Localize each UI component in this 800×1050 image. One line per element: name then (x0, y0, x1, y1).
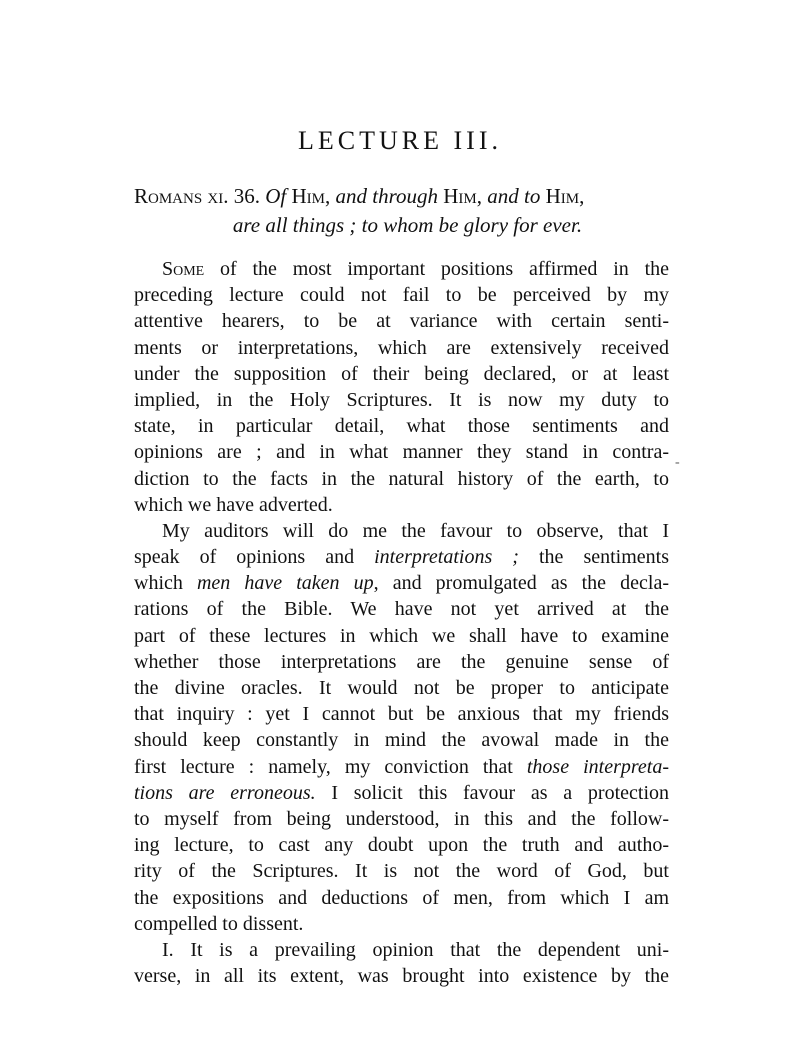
text-line-segment: state, in particular detail, what those sentiments and (134, 415, 669, 438)
text-line (134, 492, 669, 518)
text-line (134, 570, 669, 596)
text-line (134, 413, 669, 439)
epigraph-segment: , (476, 184, 488, 208)
lecture-heading: LECTURE III. (298, 126, 502, 155)
text-line-segment: diction to the facts in the natural history of the earth, to (134, 467, 669, 490)
text-line-segment: which we have adverted. (134, 493, 333, 516)
text-line-segment: opinions are ; and in what manner they stand in contra- (134, 441, 669, 464)
text-line (134, 387, 669, 413)
text-line-segment: that inquiry : yet I cannot but be anxious that my friends (134, 703, 669, 726)
text-line-segment: whether those interpretations are the genuine sense of (134, 650, 669, 673)
text-line (134, 937, 669, 963)
text-line-segment: tions are erroneous. (134, 781, 316, 804)
text-line (134, 466, 669, 492)
text-line-segment: preceding lecture could not fail to be perceived by my (134, 284, 669, 307)
text-line (134, 308, 669, 334)
text-line-segment: attentive hearers, to be at variance with certain senti- (134, 310, 669, 333)
text-line-segment: I solicit this favour as a protection (315, 781, 669, 804)
text-line (134, 649, 669, 675)
text-line-segment: should keep constantly in mind the avowal made in the (134, 729, 669, 752)
text-line (134, 701, 669, 727)
epigraph-segment: and (487, 184, 524, 208)
text-line (134, 282, 669, 308)
text-line (134, 623, 669, 649)
margin-mark: - (675, 455, 680, 470)
text-line-segment: speak of opinions and (134, 546, 375, 569)
epigraph-line-2: are all things ; to whom be glory for ever. (232, 213, 583, 237)
epigraph-segment: , (579, 184, 585, 208)
epigraph-segment: Him (291, 184, 326, 208)
text-line (134, 885, 669, 911)
text-line (134, 596, 669, 622)
text-line-segment: of the most important positions affirmed in the (204, 258, 669, 280)
text-line (134, 361, 669, 387)
epigraph-segment: Him (545, 184, 580, 208)
text-line-segment: compelled to dissent. (134, 912, 304, 935)
text-line (134, 780, 669, 806)
text-line (134, 754, 669, 780)
text-line-segment: rations of the Bible. We have not yet arrived at the (134, 598, 669, 621)
text-line (134, 806, 669, 832)
text-line (134, 335, 669, 361)
text-line-segment: those interpreta- (526, 755, 670, 778)
text-line-segment: ing lecture, to cast any doubt upon the truth and autho- (134, 834, 669, 857)
text-line (134, 858, 669, 884)
text-line-segment: , and promulgated as the decla- (373, 572, 669, 595)
text-line (134, 544, 669, 570)
text-line-segment: I. It is a prevailing opinion that the dependent uni- (162, 938, 669, 961)
text-line-segment: interpretations ; (374, 546, 519, 569)
epigraph-segment: and through (335, 184, 444, 208)
text-line (134, 832, 669, 858)
text-line-segment: men have taken up (196, 572, 374, 595)
epigraph-line-1 (134, 184, 584, 208)
text-line-segment: first lecture : namely, my conviction that (134, 755, 527, 778)
text-line-segment: the expositions and deductions of men, from which I am (134, 886, 669, 909)
text-line-segment: ments or interpretations, which are extensively received (134, 336, 669, 359)
text-line (134, 518, 669, 544)
text-line-segment: under the supposition of their being declared, or at least (134, 362, 669, 385)
text-line (134, 439, 669, 465)
text-line-segment: the sentiments (518, 546, 669, 569)
text-line-segment: part of these lectures in which we shall have to examine (134, 624, 669, 647)
epigraph-segment: Him (443, 184, 477, 208)
epigraph-segment: Romans xi. 36. (134, 184, 266, 208)
text-line (134, 256, 669, 282)
text-line (134, 727, 669, 753)
text-line-segment: Some (162, 258, 205, 280)
text-line-segment: My auditors will do me the favour to observe, that I (162, 519, 669, 542)
text-line-segment: to myself from being understood, in this and the follow- (134, 807, 669, 830)
epigraph-segment: to (524, 184, 546, 208)
epigraph-segment: , (325, 184, 336, 208)
epigraph-segment: Of (265, 184, 292, 208)
text-line-segment: which (134, 572, 197, 595)
text-line-segment: implied, in the Holy Scriptures. It is now my duty to (134, 388, 669, 411)
text-line-segment: verse, in all its extent, was brought into existence by the (134, 965, 669, 988)
text-line (134, 675, 669, 701)
text-line (134, 911, 669, 937)
text-line (134, 963, 669, 989)
text-line-segment: the divine oracles. It would not be proper to anticipate (134, 677, 669, 699)
text-line-segment: rity of the Scriptures. It is not the word of God, but (134, 860, 669, 883)
body-text (134, 256, 669, 989)
epigraph (134, 182, 669, 240)
